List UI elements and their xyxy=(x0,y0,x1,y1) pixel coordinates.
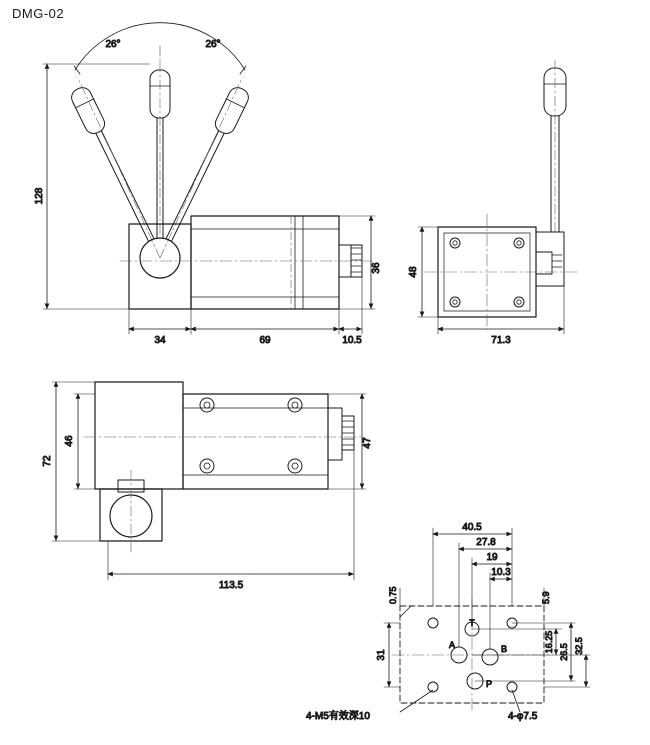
dim-mount-left-offset: 0.75 xyxy=(388,586,398,604)
dim-mount-h4: 10.3 xyxy=(491,567,511,578)
dim-mount-h2: 27.8 xyxy=(476,537,496,548)
dim-top-height-total: 72 xyxy=(42,455,53,467)
port-label-a: A xyxy=(448,640,456,650)
note-thread: 4-M5有效深10 xyxy=(306,711,370,722)
port-label-p: P xyxy=(485,679,493,689)
dim-mount-v2: 16.25 xyxy=(544,630,554,654)
dim-front-width-right: 10.5 xyxy=(342,335,362,346)
dim-mount-h3: 19 xyxy=(486,552,498,563)
dim-front-body-height: 36 xyxy=(371,262,382,274)
dim-top-length: 113.5 xyxy=(218,580,244,591)
page-title: DMG-02 xyxy=(12,6,65,21)
dim-front-height: 128 xyxy=(34,187,45,205)
dim-front-angle-left: 26° xyxy=(105,39,121,50)
dim-top-height-right: 47 xyxy=(362,437,373,449)
dim-mount-h1: 40.5 xyxy=(462,522,482,533)
dim-side-height: 48 xyxy=(408,266,419,278)
dim-front-angle-right: 26° xyxy=(205,39,221,50)
top-view xyxy=(42,382,373,591)
dim-mount-v1: 31 xyxy=(376,649,387,661)
side-view xyxy=(408,60,578,346)
dim-mount-v3: 26.5 xyxy=(559,643,569,661)
dim-mount-v4: 32.5 xyxy=(574,637,584,655)
dim-front-width-left: 34 xyxy=(154,335,166,346)
dim-front-width-middle: 69 xyxy=(259,335,271,346)
dim-side-width: 71.3 xyxy=(491,335,511,346)
mounting-surface-view xyxy=(306,522,590,722)
note-hole-dia: 4-φ7.5 xyxy=(508,711,538,722)
front-view xyxy=(34,23,382,346)
dim-mount-right-offset: 5.9 xyxy=(541,591,551,604)
dim-top-height-inner: 46 xyxy=(64,435,75,447)
port-label-t: T xyxy=(469,618,475,628)
port-label-b: B xyxy=(500,644,508,654)
